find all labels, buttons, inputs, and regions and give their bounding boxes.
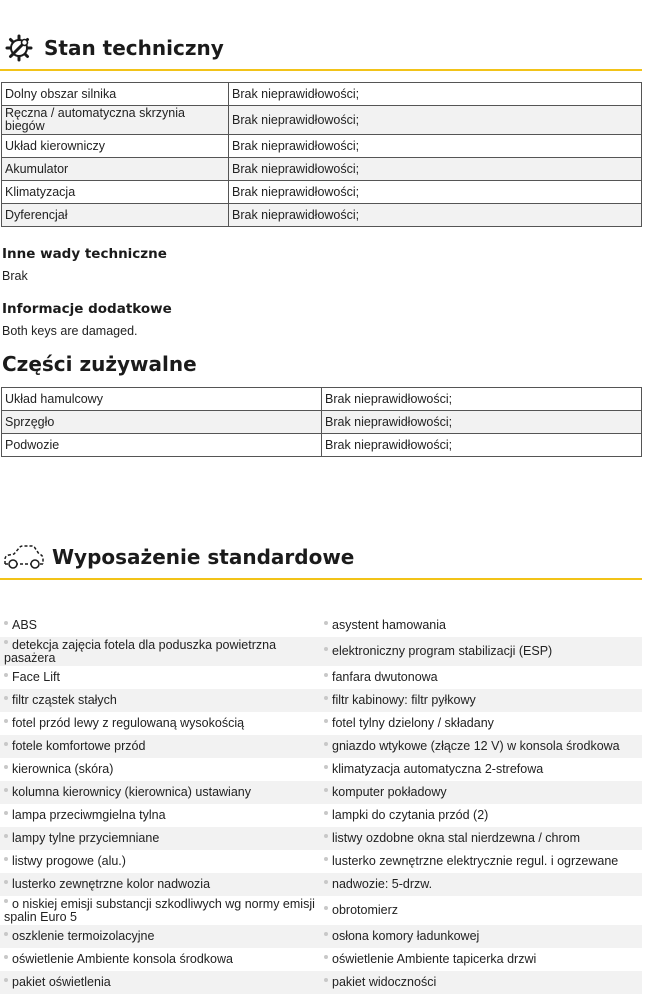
bullet-icon xyxy=(324,906,328,910)
equipment-item-label: gniazdo wtykowe (złącze 12 V) w konsola środkowa xyxy=(332,739,620,753)
bullet-icon xyxy=(324,788,328,792)
equipment-item-label: lusterko zewnętrzne kolor nadwozia xyxy=(12,877,211,891)
bullet-icon xyxy=(4,621,8,625)
bullet-icon xyxy=(324,955,328,959)
bullet-icon xyxy=(4,857,8,861)
equipment-item-label: Face Lift xyxy=(12,670,60,684)
equipment-item xyxy=(0,971,321,994)
equipment-item-label: klimatyzacja automatyczna 2-strefowa xyxy=(332,762,544,776)
equipment-item-text-wrap xyxy=(324,953,536,966)
equipment-item-label: kolumna kierownicy (kierownica) ustawiany xyxy=(12,785,251,799)
table-row xyxy=(2,434,642,457)
table-key: Ręczna / automatyczna skrzynia biegów xyxy=(2,106,229,135)
bullet-icon xyxy=(4,899,8,903)
equipment-item xyxy=(0,689,321,712)
equipment-item-label: fanfara dwutonowa xyxy=(332,670,438,684)
equipment-row xyxy=(0,689,642,712)
equipment-item-text-wrap xyxy=(324,855,618,868)
equipment-item-text-wrap xyxy=(4,976,111,989)
table-value: Brak nieprawidłowości; xyxy=(229,106,642,135)
bullet-icon xyxy=(4,719,8,723)
equipment-item-text-wrap xyxy=(324,619,446,632)
bullet-icon xyxy=(324,932,328,936)
table-value: Brak nieprawidłowości; xyxy=(229,181,642,204)
equipment-item xyxy=(0,637,321,666)
equipment-item-label: kierownica (skóra) xyxy=(12,762,114,776)
bullet-icon xyxy=(4,834,8,838)
equipment-item xyxy=(321,712,642,735)
equipment-item-label: fotele komfortowe przód xyxy=(12,739,146,753)
bullet-icon xyxy=(4,765,8,769)
equipment-section-header xyxy=(0,538,642,576)
equipment-row xyxy=(0,637,642,666)
equipment-item xyxy=(321,873,642,896)
table-key: Sprzęgło xyxy=(2,411,322,434)
equipment-item-text-wrap xyxy=(324,809,488,822)
equipment-item xyxy=(0,758,321,781)
equipment-item-text-wrap xyxy=(4,855,126,868)
equipment-item-text-wrap xyxy=(4,809,166,822)
table-value: Brak nieprawidłowości; xyxy=(229,204,642,227)
equipment-item xyxy=(0,850,321,873)
equipment-item xyxy=(321,735,642,758)
equipment-item-text-wrap xyxy=(324,694,476,707)
bullet-icon xyxy=(4,696,8,700)
equipment-item-label: listwy progowe (alu.) xyxy=(12,854,126,868)
equipment-list xyxy=(0,614,642,994)
equipment-item-text-wrap xyxy=(4,619,37,632)
equipment-item xyxy=(321,827,642,850)
equipment-item-label: osłona komory ładunkowej xyxy=(332,929,480,943)
equipment-item xyxy=(321,781,642,804)
equipment-item-label: oświetlenie Ambiente tapicerka drzwi xyxy=(332,952,537,966)
car-icon xyxy=(2,542,46,572)
equipment-item-label: oświetlenie Ambiente konsola środkowa xyxy=(12,952,233,966)
equipment-row xyxy=(0,614,642,637)
equipment-item xyxy=(0,735,321,758)
table-key: Dyferencjał xyxy=(2,204,229,227)
equipment-item xyxy=(321,850,642,873)
equipment-item-text-wrap xyxy=(4,717,244,730)
equipment-item xyxy=(0,614,321,637)
bullet-icon xyxy=(4,640,8,644)
equipment-item-text-wrap xyxy=(4,898,317,924)
table-key: Układ hamulcowy xyxy=(2,388,322,411)
bullet-icon xyxy=(324,834,328,838)
equipment-item-label: ABS xyxy=(12,618,38,632)
equipment-item-label: o niskiej emisji substancji szkodliwych wg normy emisji spalin Euro 5 xyxy=(4,896,315,924)
bullet-icon xyxy=(324,978,328,982)
equipment-item xyxy=(0,781,321,804)
table-value: Brak nieprawidłowości; xyxy=(229,135,642,158)
equipment-item-text-wrap xyxy=(4,639,317,665)
equipment-item-label: filtr kabinowy: filtr pyłkowy xyxy=(332,693,476,707)
equipment-row xyxy=(0,712,642,735)
equipment-item-text-wrap xyxy=(324,904,398,917)
wrench-gear-icon xyxy=(4,33,34,63)
equipment-item xyxy=(321,637,642,666)
equipment-item xyxy=(0,896,321,925)
equipment-item-text-wrap xyxy=(324,878,432,891)
equipment-item-label: pakiet widoczności xyxy=(332,975,437,989)
table-value: Brak nieprawidłowości; xyxy=(229,158,642,181)
table-row xyxy=(2,411,642,434)
equipment-item xyxy=(321,971,642,994)
other-defects-heading: Inne wady techniczne xyxy=(2,246,167,262)
equipment-row xyxy=(0,758,642,781)
bullet-icon xyxy=(324,647,328,651)
table-value: Brak nieprawidłowości; xyxy=(322,411,642,434)
equipment-item-text-wrap xyxy=(4,832,159,845)
additional-info-text: Both keys are damaged. xyxy=(2,324,138,338)
section-divider xyxy=(0,578,642,580)
equipment-item-label: komputer pokładowy xyxy=(332,785,447,799)
equipment-item xyxy=(321,666,642,689)
bullet-icon xyxy=(324,696,328,700)
bullet-icon xyxy=(324,811,328,815)
bullet-icon xyxy=(324,857,328,861)
equipment-item-text-wrap xyxy=(4,930,154,943)
equipment-item-text-wrap xyxy=(324,645,552,658)
equipment-item-text-wrap xyxy=(324,717,494,730)
equipment-item-label: fotel tylny dzielony / składany xyxy=(332,716,494,730)
equipment-item-text-wrap xyxy=(324,930,479,943)
equipment-item xyxy=(321,925,642,948)
table-row xyxy=(2,388,642,411)
equipment-item-text-wrap xyxy=(324,740,620,753)
equipment-item-label: lampa przeciwmgielna tylna xyxy=(12,808,166,822)
equipment-item-text-wrap xyxy=(4,786,251,799)
equipment-row xyxy=(0,850,642,873)
equipment-row xyxy=(0,873,642,896)
equipment-item-text-wrap xyxy=(4,671,60,684)
bullet-icon xyxy=(324,880,328,884)
equipment-item-text-wrap xyxy=(324,671,438,684)
equipment-item xyxy=(0,804,321,827)
table-row xyxy=(2,204,642,227)
table-value: Brak nieprawidłowości; xyxy=(322,434,642,457)
bullet-icon xyxy=(4,742,8,746)
bullet-icon xyxy=(324,765,328,769)
equipment-item xyxy=(321,804,642,827)
bullet-icon xyxy=(4,955,8,959)
table-key: Akumulator xyxy=(2,158,229,181)
equipment-item xyxy=(321,689,642,712)
equipment-item xyxy=(0,666,321,689)
equipment-item xyxy=(0,948,321,971)
equipment-item-label: asystent hamowania xyxy=(332,618,446,632)
equipment-item-label: pakiet oświetlenia xyxy=(12,975,111,989)
equipment-row xyxy=(0,735,642,758)
bullet-icon xyxy=(324,621,328,625)
technical-section-header xyxy=(0,30,642,66)
equipment-item-label: obrotomierz xyxy=(332,903,398,917)
equipment-item-label: nadwozie: 5-drzw. xyxy=(332,877,433,891)
table-value: Brak nieprawidłowości; xyxy=(229,83,642,106)
equipment-row xyxy=(0,781,642,804)
wear-parts-title: Części zużywalne xyxy=(2,352,197,376)
equipment-section-title: Wyposażenie standardowe xyxy=(52,545,355,569)
equipment-item xyxy=(0,925,321,948)
equipment-item-text-wrap xyxy=(4,878,210,891)
equipment-item-text-wrap xyxy=(4,740,145,753)
technical-section-title: Stan techniczny xyxy=(44,36,224,60)
equipment-row xyxy=(0,896,642,925)
bullet-icon xyxy=(4,673,8,677)
equipment-item-label: lusterko zewnętrzne elektrycznie regul. i ogrzewane xyxy=(332,854,619,868)
equipment-item-text-wrap xyxy=(324,832,580,845)
equipment-item xyxy=(321,758,642,781)
table-key: Dolny obszar silnika xyxy=(2,83,229,106)
equipment-item-text-wrap xyxy=(324,763,543,776)
equipment-item-text-wrap xyxy=(324,976,436,989)
table-key: Klimatyzacja xyxy=(2,181,229,204)
equipment-row xyxy=(0,666,642,689)
other-defects-text: Brak xyxy=(2,269,28,283)
equipment-item-label: listwy ozdobne okna stal nierdzewna / chrom xyxy=(332,831,581,845)
table-row xyxy=(2,83,642,106)
equipment-item-label: oszklenie termoizolacyjne xyxy=(12,929,155,943)
equipment-item-text-wrap xyxy=(4,953,233,966)
table-value: Brak nieprawidłowości; xyxy=(322,388,642,411)
equipment-item-label: lampki do czytania przód (2) xyxy=(332,808,489,822)
bullet-icon xyxy=(4,932,8,936)
equipment-item-text-wrap xyxy=(4,694,117,707)
table-key: Układ kierowniczy xyxy=(2,135,229,158)
bullet-icon xyxy=(324,719,328,723)
equipment-item-label: elektroniczny program stabilizacji (ESP) xyxy=(332,644,553,658)
equipment-item xyxy=(321,614,642,637)
bullet-icon xyxy=(324,673,328,677)
equipment-row xyxy=(0,804,642,827)
equipment-item xyxy=(0,712,321,735)
table-row xyxy=(2,106,642,135)
table-row xyxy=(2,181,642,204)
equipment-item-text-wrap xyxy=(324,786,447,799)
equipment-row xyxy=(0,827,642,850)
bullet-icon xyxy=(4,880,8,884)
equipment-row xyxy=(0,948,642,971)
equipment-item xyxy=(0,827,321,850)
bullet-icon xyxy=(4,978,8,982)
wear-parts-table xyxy=(1,387,642,457)
additional-info-heading: Informacje dodatkowe xyxy=(2,301,172,317)
equipment-row xyxy=(0,925,642,948)
table-row xyxy=(2,158,642,181)
equipment-item-text-wrap xyxy=(4,763,113,776)
equipment-item-label: fotel przód lewy z regulowaną wysokością xyxy=(12,716,245,730)
table-key: Podwozie xyxy=(2,434,322,457)
bullet-icon xyxy=(4,811,8,815)
equipment-row xyxy=(0,971,642,994)
equipment-item xyxy=(0,873,321,896)
table-row xyxy=(2,135,642,158)
equipment-item-label: filtr cząstek stałych xyxy=(12,693,117,707)
equipment-item xyxy=(321,948,642,971)
section-divider xyxy=(0,69,642,71)
equipment-item-label: lampy tylne przyciemniane xyxy=(12,831,160,845)
bullet-icon xyxy=(324,742,328,746)
equipment-item xyxy=(321,896,642,925)
technical-table xyxy=(1,82,642,227)
bullet-icon xyxy=(4,788,8,792)
equipment-item-label: detekcja zajęcia fotela dla poduszka powietrzna pasażera xyxy=(4,637,277,665)
